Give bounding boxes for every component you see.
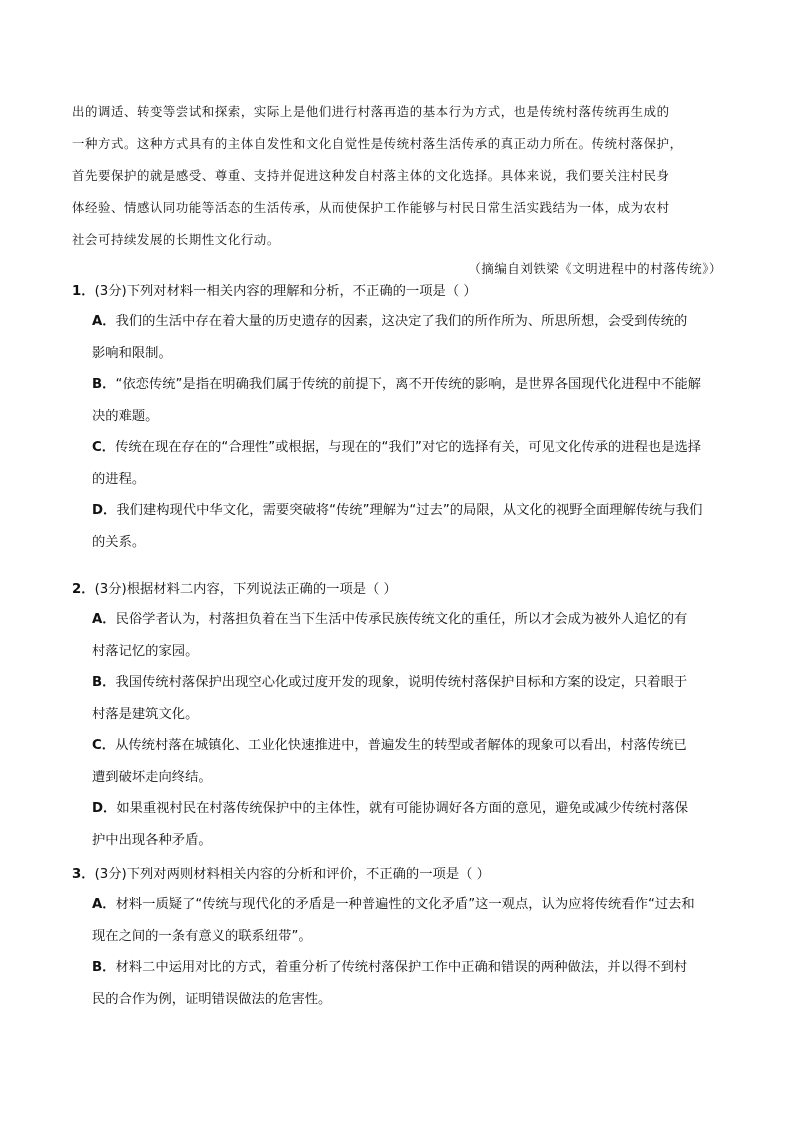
- option-d: [72, 793, 732, 856]
- option-text: 材料二中运用对比的方式，着重分析了传统村落保护工作中正确和错误的两种做法，并以得不到村: [115, 960, 688, 975]
- option-letter: C．: [92, 440, 116, 455]
- option-letter: B．: [92, 960, 116, 975]
- option-b: [72, 952, 732, 1015]
- option-a: [72, 889, 732, 952]
- option-d: [72, 495, 732, 558]
- option-a: [72, 306, 732, 369]
- option-b: [72, 369, 732, 432]
- passage-line: 出的调适、转变等尝试和探索，实际上是他们进行村落再造的基本行为方式，也是传统村落传统再生成的: [72, 104, 670, 119]
- question-text: (3分)下列对两则材料相关内容的分析和评价，不正确的一项是（ ）: [94, 867, 490, 882]
- option-text: 如果重视村民在村落传统保护中的主体性，就有可能协调好各方面的意见，避免或减少传统村落保: [116, 801, 689, 816]
- option-text: “依恋传统”是指在明确我们属于传统的前提下，离不开传统的影响，是世界各国现代化进程中不能解: [115, 377, 701, 392]
- question-stem: [72, 861, 732, 889]
- option-text: 我们建构现代中华文化，需要突破将“传统”理解为“过去”的局限，从文化的视野全面理解传统与我们: [116, 503, 703, 518]
- option-text: 材料一质疑了“传统与现代化的矛盾是一种普遍性的文化矛盾”这一观点，认为应将传统看作“过去和: [115, 897, 695, 912]
- option-text-cont: 村落是建筑文化。: [92, 706, 199, 722]
- option-text-cont: 护中出现各种矛盾。: [92, 832, 212, 848]
- option-text-cont: 遭到破坏走向终结。: [92, 769, 212, 785]
- option-text-cont: 的进程。: [92, 471, 146, 487]
- option-letter: B．: [92, 675, 116, 690]
- question-stem: [72, 278, 732, 306]
- option-letter: D．: [92, 801, 117, 816]
- passage-line: 体经验、情感认同功能等活态的生活传承，从而使保护工作能够与村民日常生活实践结为一体，成为农村: [72, 200, 670, 215]
- passage-line: 社会可持续发展的长期性文化行动。: [72, 232, 280, 247]
- question-text: (3分)根据材料二内容，下列说法正确的一项是（ ）: [94, 582, 397, 597]
- question-1: [72, 278, 732, 558]
- option-text: 我们的生活中存在着大量的历史遗存的因素，这决定了我们的所作所为、所思所想，会受到传统的: [115, 314, 688, 329]
- option-letter: A．: [92, 612, 116, 627]
- passage-line: 首先要保护的就是感受、尊重、支持并促进这种发自村落主体的文化选择。具体来说，我们要关注村民身: [72, 168, 670, 183]
- option-text: 民俗学者认为，村落担负着在当下生活中传承民族传统文化的重任，所以才会成为被外人追忆的有: [115, 612, 688, 627]
- passage-source: （摘编自刘铁梁《文明进程中的村落传统》）: [468, 261, 722, 276]
- option-text-cont: 决的难题。: [92, 408, 159, 424]
- question-number: 1．: [72, 284, 95, 299]
- option-b: [72, 667, 732, 730]
- option-letter: A．: [92, 314, 116, 329]
- question-text: (3分)下列对材料一相关内容的理解和分析，不正确的一项是（ ）: [94, 284, 477, 299]
- option-text: 我国传统村落保护出现空心化或过度开发的现象，说明传统村落保护目标和方案的设定，只着眼于: [115, 675, 688, 690]
- option-letter: D．: [92, 503, 117, 518]
- question-number: 3．: [72, 867, 95, 882]
- option-text: 从传统村落在城镇化、工业化快速推进中，普遍发生的转型或者解体的现象可以看出，村落传统已: [115, 738, 687, 753]
- option-text-cont: 影响和限制。: [92, 345, 172, 361]
- question-3: [72, 861, 732, 1015]
- option-c: [72, 432, 732, 495]
- question-stem: [72, 576, 732, 604]
- option-text-cont: 村落记忆的家园。: [92, 643, 199, 659]
- option-a: [72, 604, 732, 667]
- reading-passage: [72, 101, 732, 261]
- option-letter: B．: [92, 377, 116, 392]
- option-text-cont: 民的合作为例，证明错误做法的危害性。: [92, 991, 332, 1007]
- option-text-cont: 的关系。: [92, 534, 146, 550]
- question-2: [72, 576, 732, 856]
- option-text: 传统在现在存在的“合理性”或根据，与现在的“我们”对它的选择有关，可见文化传承的进程也是选择: [115, 440, 702, 455]
- option-letter: C．: [92, 738, 116, 753]
- passage-line: 一种方式。这种方式具有的主体自发性和文化自觉性是传统村落生活传承的真正动力所在。传统村落保护，: [72, 136, 683, 151]
- question-number: 2．: [72, 582, 95, 597]
- option-text-cont: 现在之间的一条有意义的联系纽带”。: [92, 928, 312, 944]
- option-c: [72, 730, 732, 793]
- option-letter: A．: [92, 897, 116, 912]
